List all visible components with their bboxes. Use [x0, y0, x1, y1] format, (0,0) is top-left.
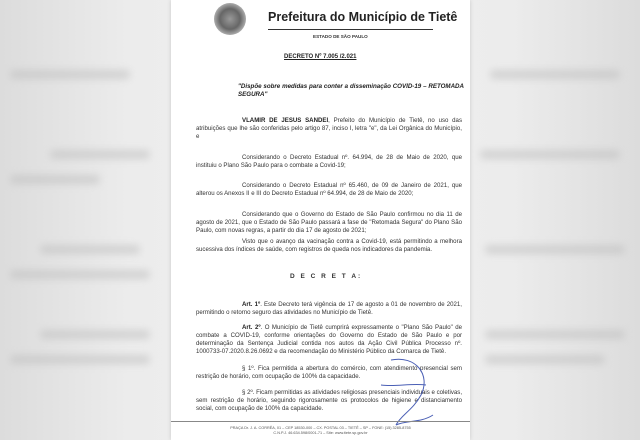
consideration-text: Considerando que o Governo do Estado de São Paulo confirmou no dia 11 de agosto de 2021, que o Estado de São Paulo passará a fase de "Retomada Segura" do Plano São Paulo, com novas regras, a partir do dia 17 de agosto de 2021;	[196, 211, 462, 234]
consideration-text: Considerando o Decreto Estadual nº 65.460, de 09 de Janeiro de 2021, que alterou os Anexos II e III do Decreto Estadual nº 64.994, de 28 de Maio de 2020;	[196, 182, 462, 197]
article-label: Art. 1º	[242, 301, 261, 308]
blurred-text	[50, 150, 150, 159]
paragraph-text: § 2º. Ficam permitidas as atividades religiosas presenciais individuais e coletivas, sem restrição de horário, seguindo rigorosamente os protocolos de higiene e distanciamento social, com ocupação de 100% da capacidade.	[196, 389, 463, 412]
article	[196, 324, 462, 356]
article	[196, 301, 462, 317]
document-page	[171, 0, 470, 440]
blurred-text	[10, 70, 130, 79]
decreta-heading: D E C R E T A:	[290, 273, 363, 280]
article-label: Art. 2º	[242, 324, 261, 331]
decree-summary: "Dispõe sobre medidas para conter a disseminação COVID-19 – RETOMADA SEGURA"	[238, 83, 464, 98]
blurred-text	[490, 70, 620, 79]
blurred-text	[10, 355, 150, 364]
consideration-text: Visto que o avanço da vacinação contra a Covid-19, está permitindo a melhora sucessiva dos índices de saúde, com registros de queda nos indicadores da pandemia.	[196, 238, 462, 253]
footer	[171, 426, 470, 436]
mayor-name: VLAMIR DE JESUS SANDEI	[242, 117, 329, 124]
footer-divider	[171, 421, 470, 422]
title-divider	[268, 29, 433, 30]
consideration	[196, 238, 462, 254]
blurred-text	[485, 330, 625, 339]
consideration	[196, 211, 462, 235]
blurred-text	[10, 175, 100, 184]
blurred-text	[40, 245, 140, 254]
paragraph-text: § 1º. Fica permitida a abertura do comércio, com atendimento presencial sem restrição de horário, com ocupação de 100% da capacidade.	[196, 365, 462, 380]
blurred-text	[10, 270, 150, 279]
footer-cnpj-site: C.N.P.J. 46.634.598/0001-71 – Site: www.tiete.sp.gov.br	[273, 431, 368, 435]
consideration-text: Considerando o Decreto Estadual nº. 64.994, de 28 de Maio de 2020, que instituiu o Plano São Paulo para o combate a Covid-19;	[196, 154, 462, 169]
blurred-text	[480, 150, 620, 159]
blurred-text	[485, 245, 625, 254]
article-text: . O Município de Tietê cumprirá expressamente o "Plano São Paulo" de combate a COVID-19, conforme orientações do Governo do Estado de São Paulo e por determinação da Sentença Judicial contida nos autos da Ação Civil Pública Processo nº. 1000733-07.2020.8.26.0692 e da recomendação do Ministério Público da Comarca de Tietê.	[196, 324, 462, 355]
signature-icon	[371, 355, 441, 430]
page-title: Prefeitura do Município de Tietê	[268, 10, 458, 24]
municipal-crest-icon	[214, 3, 246, 35]
consideration	[196, 154, 462, 170]
preamble-text: , Prefeito do Município de Tietê, no uso das atribuições que lhe são conferidas pelo artigo 87, inciso I, letra "e", da Lei Orgânica do Município, e	[196, 117, 462, 140]
decree-number: DECRETO Nº 7.005 /2.021	[284, 54, 357, 60]
footer-address: PRAÇA Dr. J. A. CORRÊA, 01 – CEP 18530-000 – CX. POSTAL 03 – TIETÊ – SP – FONE: (15) 3285-8755	[230, 426, 411, 430]
blurred-text	[40, 330, 150, 339]
state-subtitle: ESTADO DE SÃO PAULO	[313, 34, 368, 39]
blurred-text	[485, 355, 605, 364]
article-text: . Este Decreto terá vigência de 17 de agosto a 01 de novembro de 2021, permitindo o retorno seguro das atividades no Município de Tietê.	[196, 301, 462, 316]
preamble	[196, 117, 462, 141]
consideration	[196, 182, 462, 198]
